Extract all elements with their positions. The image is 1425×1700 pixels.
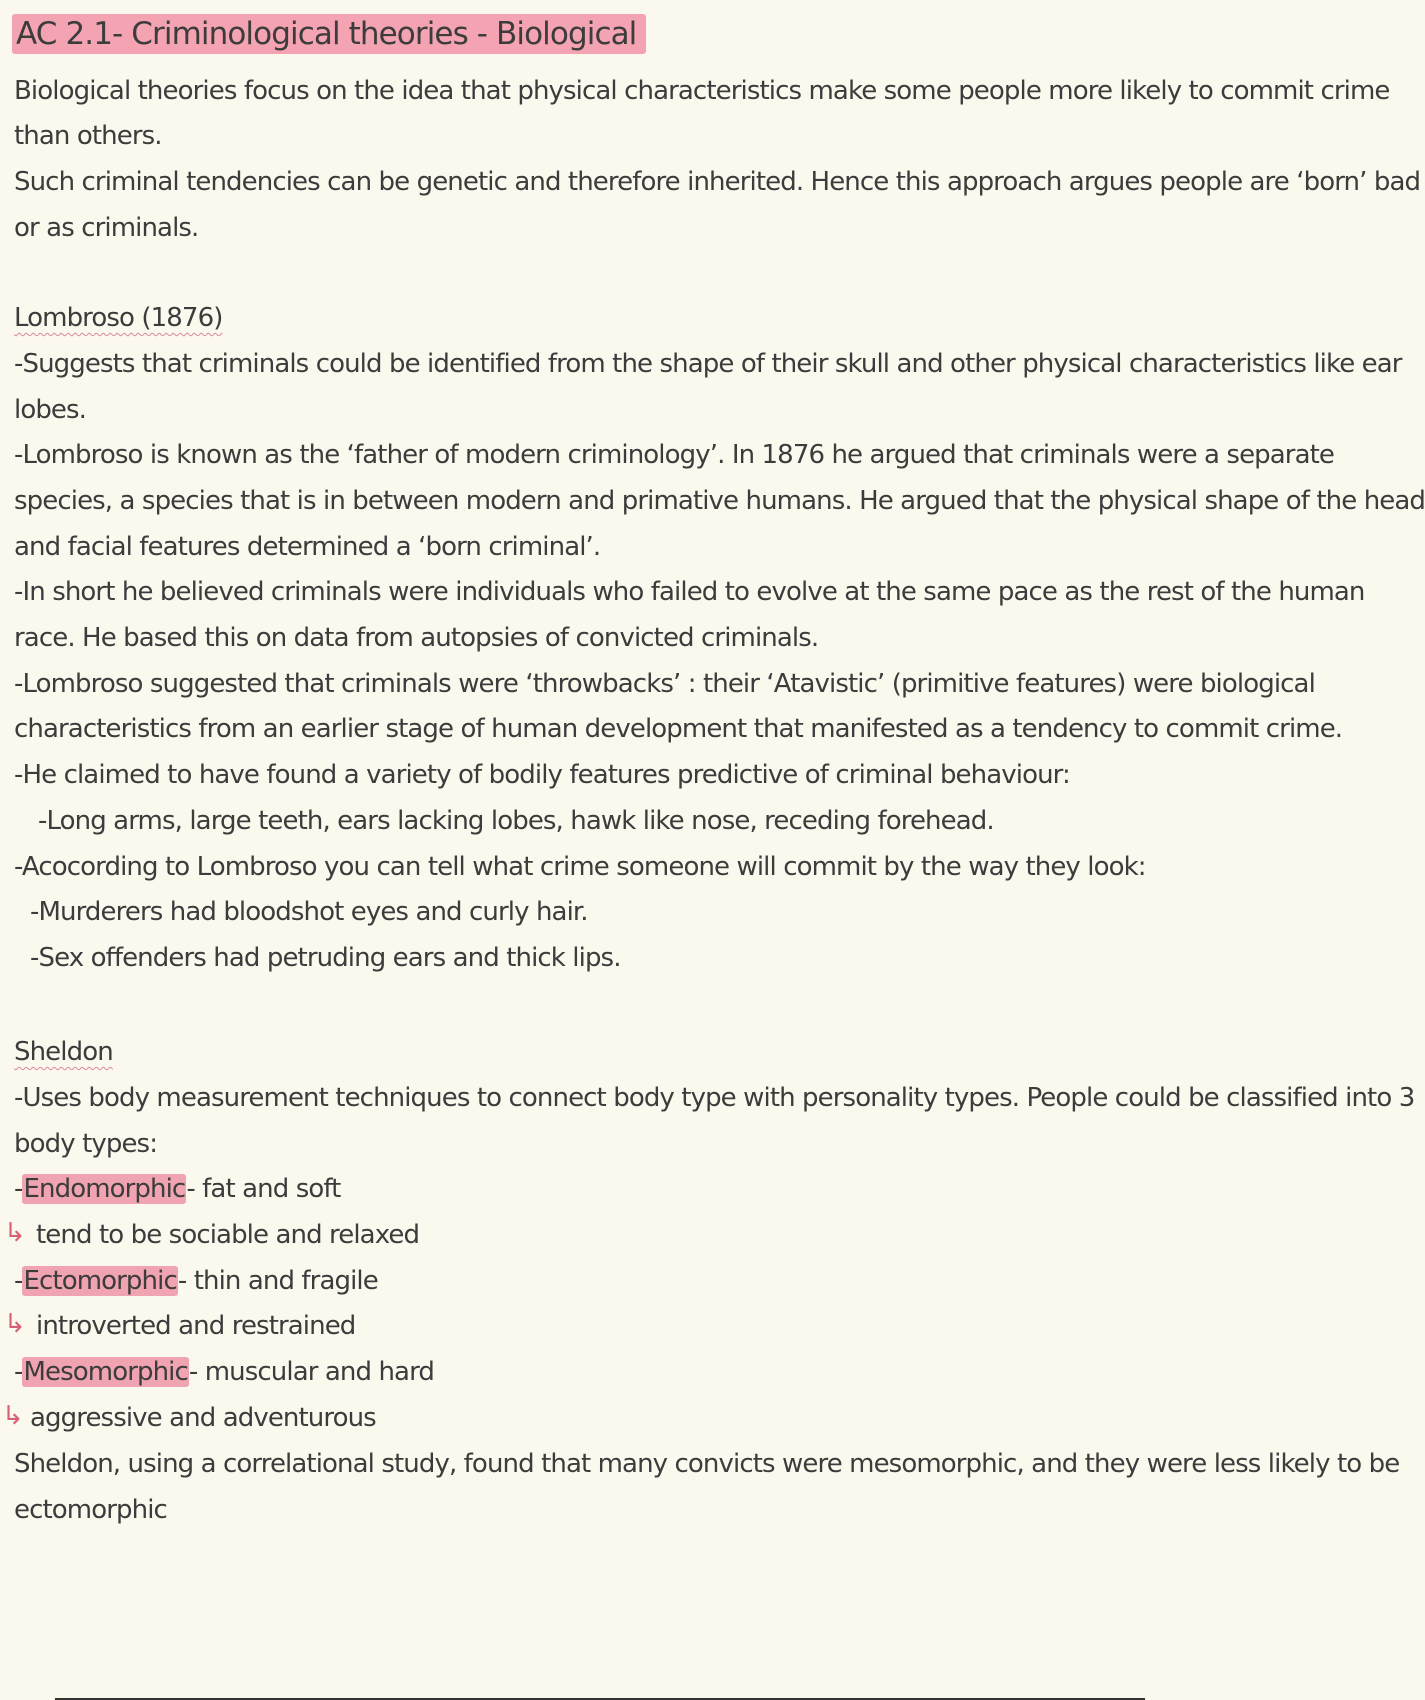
body-type-name-highlight: Endomorphic (23, 1174, 186, 1204)
lombroso-heading: Lombroso (1876) (14, 303, 223, 333)
body-type-ectomorphic (14, 1263, 378, 1299)
sheldon-intro-line: -Uses body measurement techniques to connect body type with personality types. People could be classified into 3 (14, 1083, 1415, 1113)
intro-line: Such criminal tendencies can be genetic and therefore inherited. Hence this approach argues people are ‘born’ bad (14, 167, 1421, 197)
lombroso-line: -In short he believed criminals were individuals who failed to evolve at the same pace as the rest of the human (14, 577, 1365, 607)
arrow-icon: ↳ (4, 1309, 26, 1339)
lombroso-subline: -Sex offenders had petruding ears and thick lips. (30, 943, 621, 973)
lombroso-line: -He claimed to have found a variety of bodily features predictive of criminal behaviour: (14, 760, 1070, 790)
body-type-trait: tend to be sociable and relaxed (36, 1220, 420, 1250)
body-type-description: - thin and fragile (177, 1266, 378, 1296)
body-type-name-highlight: Mesomorphic (23, 1357, 188, 1387)
lombroso-line: -Lombroso suggested that criminals were ‘throwbacks’ : their ‘Atavistic’ (primitive features) were biological (14, 669, 1315, 699)
lombroso-line: race. He based this on data from autopsies of convicted criminals. (14, 623, 819, 653)
body-type-endomorphic (14, 1171, 340, 1207)
sheldon-heading: Sheldon (14, 1037, 113, 1067)
intro-line: Biological theories focus on the idea that physical characteristics make some people more likely to commit crime (14, 76, 1390, 106)
body-type-prefix: - (14, 1357, 23, 1387)
intro-line: than others. (14, 121, 162, 151)
body-type-trait: introverted and restrained (36, 1311, 356, 1341)
lombroso-line: species, a species that is in between modern and primative humans. He argued that the physical shape of the head (14, 486, 1425, 516)
lombroso-line: and facial features determined a ‘born criminal’. (14, 532, 601, 562)
body-type-mesomorphic (14, 1354, 434, 1390)
lombroso-subline: -Long arms, large teeth, ears lacking lobes, hawk like nose, receding forehead. (38, 806, 994, 836)
body-type-prefix: - (14, 1174, 23, 1204)
arrow-icon: ↳ (4, 1218, 26, 1248)
lombroso-line: characteristics from an earlier stage of human development that manifested as a tendency to commit crime. (14, 714, 1343, 744)
sheldon-conclusion-line: ectomorphic (14, 1495, 167, 1525)
body-type-description: - muscular and hard (188, 1357, 435, 1387)
sheldon-conclusion-line: Sheldon, using a correlational study, found that many convicts were mesomorphic, and they were less likely to be (14, 1449, 1400, 1479)
arrow-icon: ↳ (2, 1401, 24, 1431)
page-title: AC 2.1- Criminological theories - Biological (12, 14, 646, 54)
intro-line: or as criminals. (14, 213, 199, 243)
body-type-name-highlight: Ectomorphic (23, 1266, 177, 1296)
lombroso-subline: -Murderers had bloodshot eyes and curly hair. (30, 897, 588, 927)
body-type-prefix: - (14, 1266, 23, 1296)
lombroso-line: -Suggests that criminals could be identified from the shape of their skull and other physical characteristics like ear (14, 349, 1402, 379)
lombroso-line: -Acocording to Lombroso you can tell what crime someone will commit by the way they look: (14, 852, 1146, 882)
body-type-description: - fat and soft (186, 1174, 341, 1204)
lombroso-line: lobes. (14, 395, 87, 425)
body-type-trait: aggressive and adventurous (30, 1403, 376, 1433)
sheldon-intro-line: body types: (14, 1129, 158, 1159)
lombroso-line: -Lombroso is known as the ‘father of modern criminology’. In 1876 he argued that criminals were a separate (14, 440, 1335, 470)
